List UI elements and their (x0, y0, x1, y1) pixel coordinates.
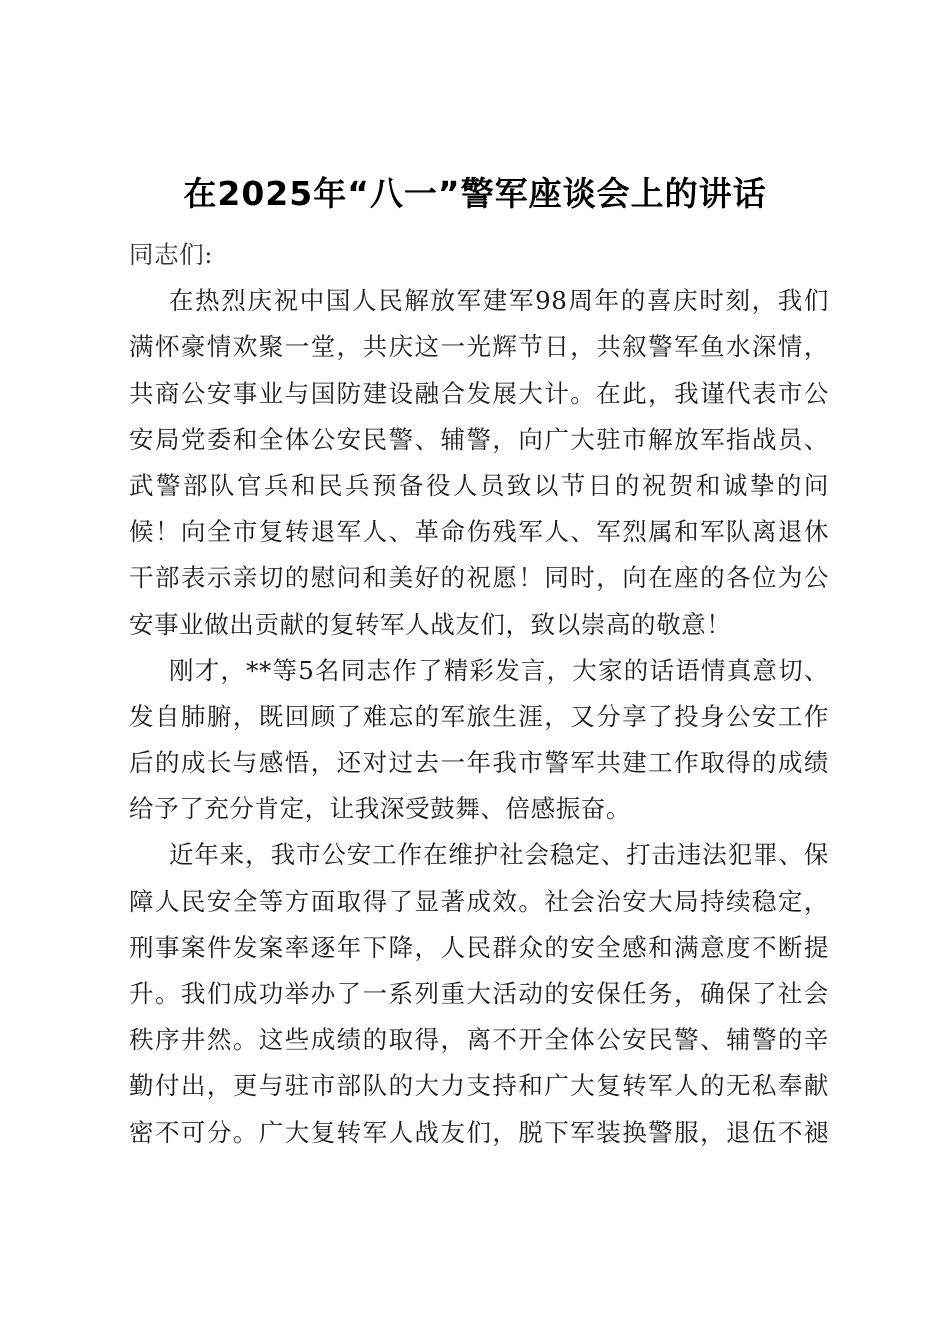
paragraph-line: 近年来，我市公安工作在维护社会稳定、打击违法犯罪、保 (169, 840, 829, 870)
paragraph-line: 武警部队官兵和民兵预备役人员致以节日的祝贺和诚挚的问 (129, 470, 829, 500)
paragraph-line: 满怀豪情欢聚一堂，共庆这一光辉节日，共叙警军鱼水深情， (129, 332, 829, 362)
paragraph-line: 刑事案件发案率逐年下降，人民群众的安全感和满意度不断提 (129, 932, 829, 962)
document-body (129, 232, 829, 1156)
paragraph-line: 勤付出，更与驻市部队的大力支持和广大复转军人的无私奉献 (129, 1071, 829, 1101)
paragraph-2 (129, 648, 829, 833)
paragraph-line: 在热烈庆祝中国人民解放军建军98周年的喜庆时刻，我们 (169, 286, 829, 316)
paragraph-line: 发自肺腑，既回顾了难忘的军旅生涯，又分享了投身公安工作 (129, 701, 829, 731)
document-title: 在2025年“八一”警军座谈会上的讲话 (183, 174, 767, 213)
paragraph-line: 候！向全市复转退军人、革命伤残军人、军烈属和军队离退休 (129, 517, 829, 547)
paragraph-line: 升。我们成功举办了一系列重大活动的安保任务，确保了社会 (129, 979, 829, 1008)
paragraph-line: 秩序井然。这些成绩的取得，离不开全体公安民警、辅警的辛 (129, 1025, 829, 1055)
paragraph-line: 共商公安事业与国防建设融合发展大计。在此，我谨代表市公 (129, 378, 829, 408)
paragraph-3 (129, 832, 829, 1155)
paragraph-line: 密不可分。广大复转军人战友们，脱下军装换警服，退伍不褪 (129, 1117, 829, 1147)
paragraph-line: 干部表示亲切的慰问和美好的祝愿！同时，向在座的各位为公 (129, 563, 829, 593)
paragraph-line: 安事业做出贡献的复转军人战友们，致以崇高的敬意！ (129, 609, 732, 639)
paragraph-line: 刚才，**等5名同志作了精彩发言，大家的话语情真意切、 (169, 655, 829, 685)
paragraph-1 (129, 278, 829, 648)
paragraph-line: 安局党委和全体公安民警、辅警，向广大驻市解放军指战员、 (129, 424, 829, 454)
paragraph-line: 后的成长与感悟，还对过去一年我市警军共建工作取得的成绩 (129, 748, 829, 778)
paragraph-line: 给予了充分肯定，让我深受鼓舞、倍感振奋。 (129, 794, 631, 824)
salutation: 同志们: (129, 240, 214, 269)
paragraph-line: 障人民安全等方面取得了显著成效。社会治安大局持续稳定， (129, 886, 829, 916)
